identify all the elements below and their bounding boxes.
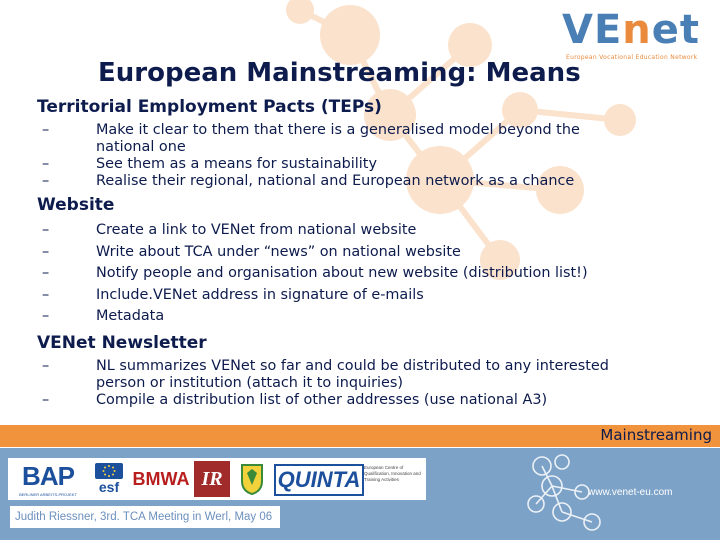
bmwa-logo: BMWA (132, 468, 190, 489)
dash-bullet: – (42, 173, 50, 189)
list-item (37, 122, 707, 139)
list-item-text: Notify people and organisation about new website (distribution list!) (96, 265, 588, 281)
dash-bullet: – (42, 156, 50, 172)
section-label: Mainstreaming (600, 426, 712, 444)
list-item-text: national one (96, 139, 186, 155)
ir-logo: IR (194, 461, 230, 497)
section-teps (37, 96, 707, 190)
bap-logo-text: BAP (22, 461, 74, 491)
venet-logo (562, 8, 712, 68)
list-item-text: Metadata (96, 308, 165, 324)
slide-content (37, 96, 707, 411)
list-item (37, 263, 707, 285)
logo-ve: VE (562, 7, 623, 53)
dash-bullet: – (42, 308, 50, 324)
dash-bullet: – (42, 243, 50, 260)
list-item-text: See them as a means for sustainability (96, 156, 377, 172)
slide-title: European Mainstreaming: Means (98, 58, 581, 88)
list-item (37, 173, 707, 190)
logo-et: et (651, 7, 701, 53)
logo-tagline: European Vocational Education Network (566, 54, 698, 61)
list-item-text: Include.VENet address in signature of e-mails (96, 286, 424, 303)
section-newsletter (37, 332, 707, 409)
dash-bullet: – (42, 391, 50, 408)
section-heading: Territorial Employment Pacts (TEPs) (37, 97, 382, 117)
bullet-list (37, 220, 707, 328)
list-item (37, 306, 707, 328)
dash-bullet: – (42, 357, 50, 374)
crest-icon (234, 461, 270, 497)
list-item-continuation (37, 375, 707, 392)
list-item (37, 392, 707, 409)
bap-logo (12, 461, 84, 497)
list-item (37, 242, 707, 264)
partner-logos-strip (8, 458, 426, 500)
dash-bullet: – (42, 122, 50, 138)
list-item-text: NL summarizes VENet so far and could be distributed to any interested (96, 357, 609, 374)
venet-logo-wordmark (562, 8, 700, 52)
list-item (37, 220, 707, 242)
section-heading: Website (37, 195, 115, 215)
footer-note: Judith Riessner, 3rd. TCA Meeting in Werl, May 06 (10, 506, 280, 528)
bap-logo-subtitle: BERLINER ARBEITS-PROJEKT (19, 492, 77, 497)
list-item-text: Realise their regional, national and European network as a chance (96, 173, 575, 189)
quinta-logo: QUINTA (274, 464, 364, 496)
esf-logo (88, 461, 130, 497)
list-item (37, 358, 707, 375)
dash-bullet: – (42, 265, 50, 281)
bullet-list (37, 122, 707, 190)
website-url[interactable]: www.venet-eu.com (588, 487, 673, 498)
section-website (37, 194, 707, 328)
bullet-list (37, 358, 707, 409)
logo-n: n (622, 7, 652, 53)
list-item (37, 285, 707, 307)
dash-bullet: – (42, 286, 50, 303)
list-item-text: Compile a distribution list of other addresses (use national A3) (96, 391, 548, 408)
list-item-text: Create a link to VENet from national website (96, 222, 417, 238)
list-item-text: person or institution (attach it to inquiries) (96, 374, 403, 391)
dash-bullet: – (42, 222, 50, 238)
section-heading: VENet Newsletter (37, 332, 207, 353)
list-item-text: Write about TCA under “news” on national website (96, 243, 461, 260)
list-item-text: Make it clear to them that there is a generalised model beyond the (96, 122, 580, 138)
quinta-description: European Centre of Qualification, Innovation and Training Activities (364, 465, 421, 482)
eu-flag-icon (95, 463, 123, 479)
list-item (37, 156, 707, 173)
esf-logo-text: esf (98, 479, 120, 495)
list-item-continuation (37, 139, 707, 156)
